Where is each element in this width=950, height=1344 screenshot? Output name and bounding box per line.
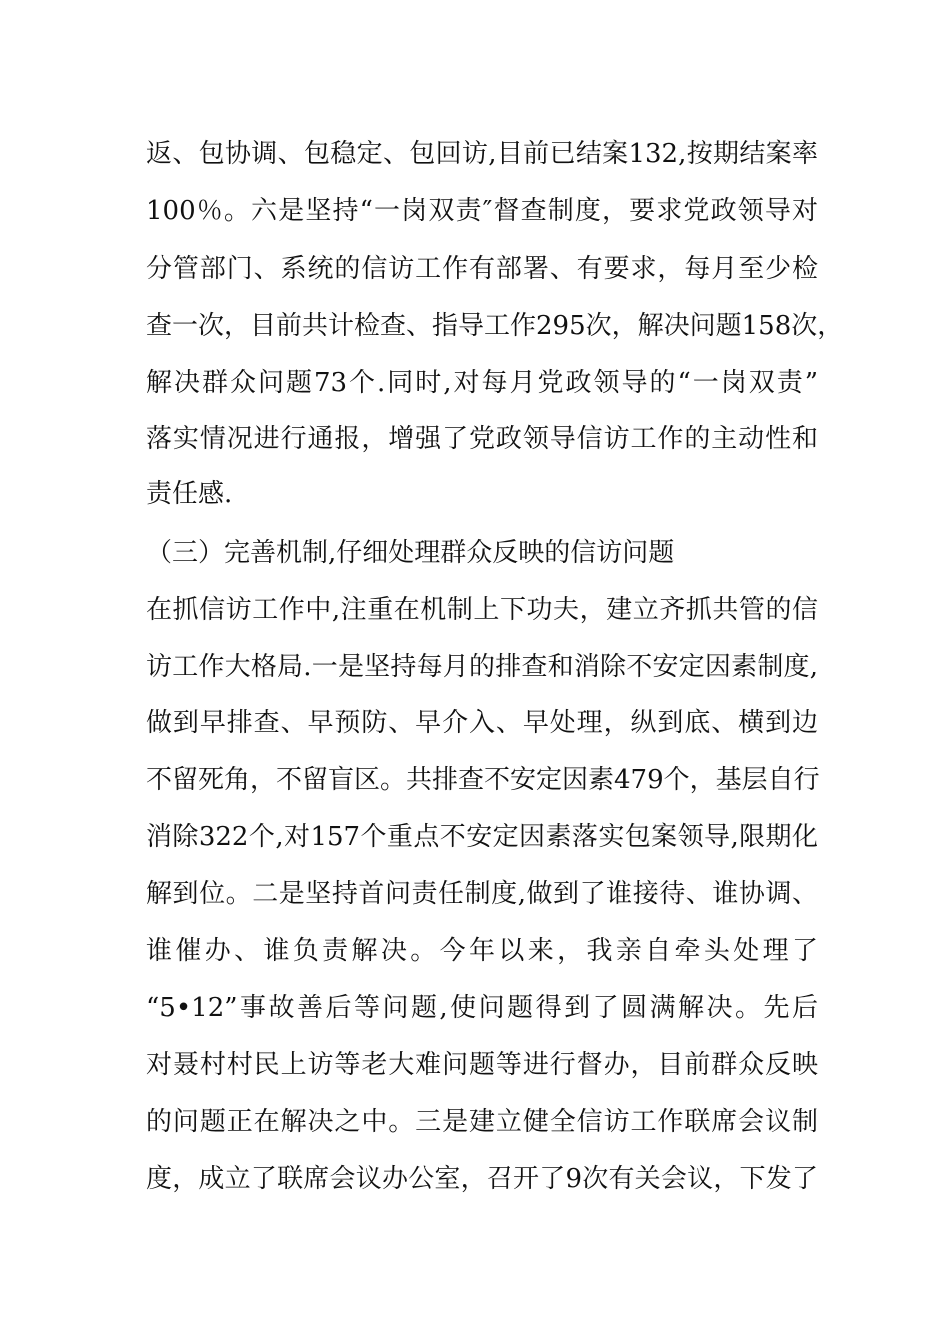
paragraph-line-15: 谁催办、谁负责解决。今年以来，我亲自牵头处理了 [146, 936, 818, 966]
paragraph-line-11: 做到早排查、早预防、早介入、早处理，纵到底、横到边 [146, 708, 818, 738]
paragraph-line-14: 解到位。二是坚持首问责任制度,做到了谁接待、谁协调、 [146, 879, 818, 909]
paragraph-line-10: 访工作大格局.一是坚持每月的排查和消除不安定因素制度, [146, 652, 818, 682]
section-heading: （三）完善机制,仔细处理群众反映的信访问题 [146, 538, 675, 568]
paragraph-line-4: 查一次，目前共计检查、指导工作295次，解决问题158次， [146, 311, 844, 341]
paragraph-line-19: 度，成立了联席会议办公室，召开了9次有关会议，下发了 [146, 1164, 818, 1194]
paragraph-line-9: 在抓信访工作中,注重在机制上下功夫，建立齐抓共管的信 [146, 595, 818, 625]
paragraph-line-1: 返、包协调、包稳定、包回访,目前已结案132,按期结案率 [146, 139, 818, 169]
paragraph-line-6: 落实情况进行通报，增强了党政领导信访工作的主动性和 [146, 424, 818, 454]
paragraph-line-18: 的问题正在解决之中。三是建立健全信访工作联席会议制 [146, 1107, 818, 1137]
paragraph-line-16: “5•12”事故善后等问题,使问题得到了圆满解决。先后 [146, 993, 818, 1023]
paragraph-line-3: 分管部门、系统的信访工作有部署、有要求，每月至少检 [146, 254, 818, 284]
paragraph-line-17: 对聂村村民上访等老大难问题等进行督办，目前群众反映 [146, 1050, 818, 1080]
paragraph-line-13: 消除322个,对157个重点不安定因素落实包案领导,限期化 [146, 822, 818, 852]
paragraph-line-12: 不留死角，不留盲区。共排查不安定因素479个，基层自行 [146, 765, 820, 795]
paragraph-line-7: 责任感. [146, 479, 233, 509]
paragraph-line-5: 解决群众问题73个.同时,对每月党政领导的“一岗双责” [146, 368, 818, 398]
paragraph-line-2: 100％。六是坚持“一岗双责″督查制度，要求党政领导对 [146, 196, 818, 226]
